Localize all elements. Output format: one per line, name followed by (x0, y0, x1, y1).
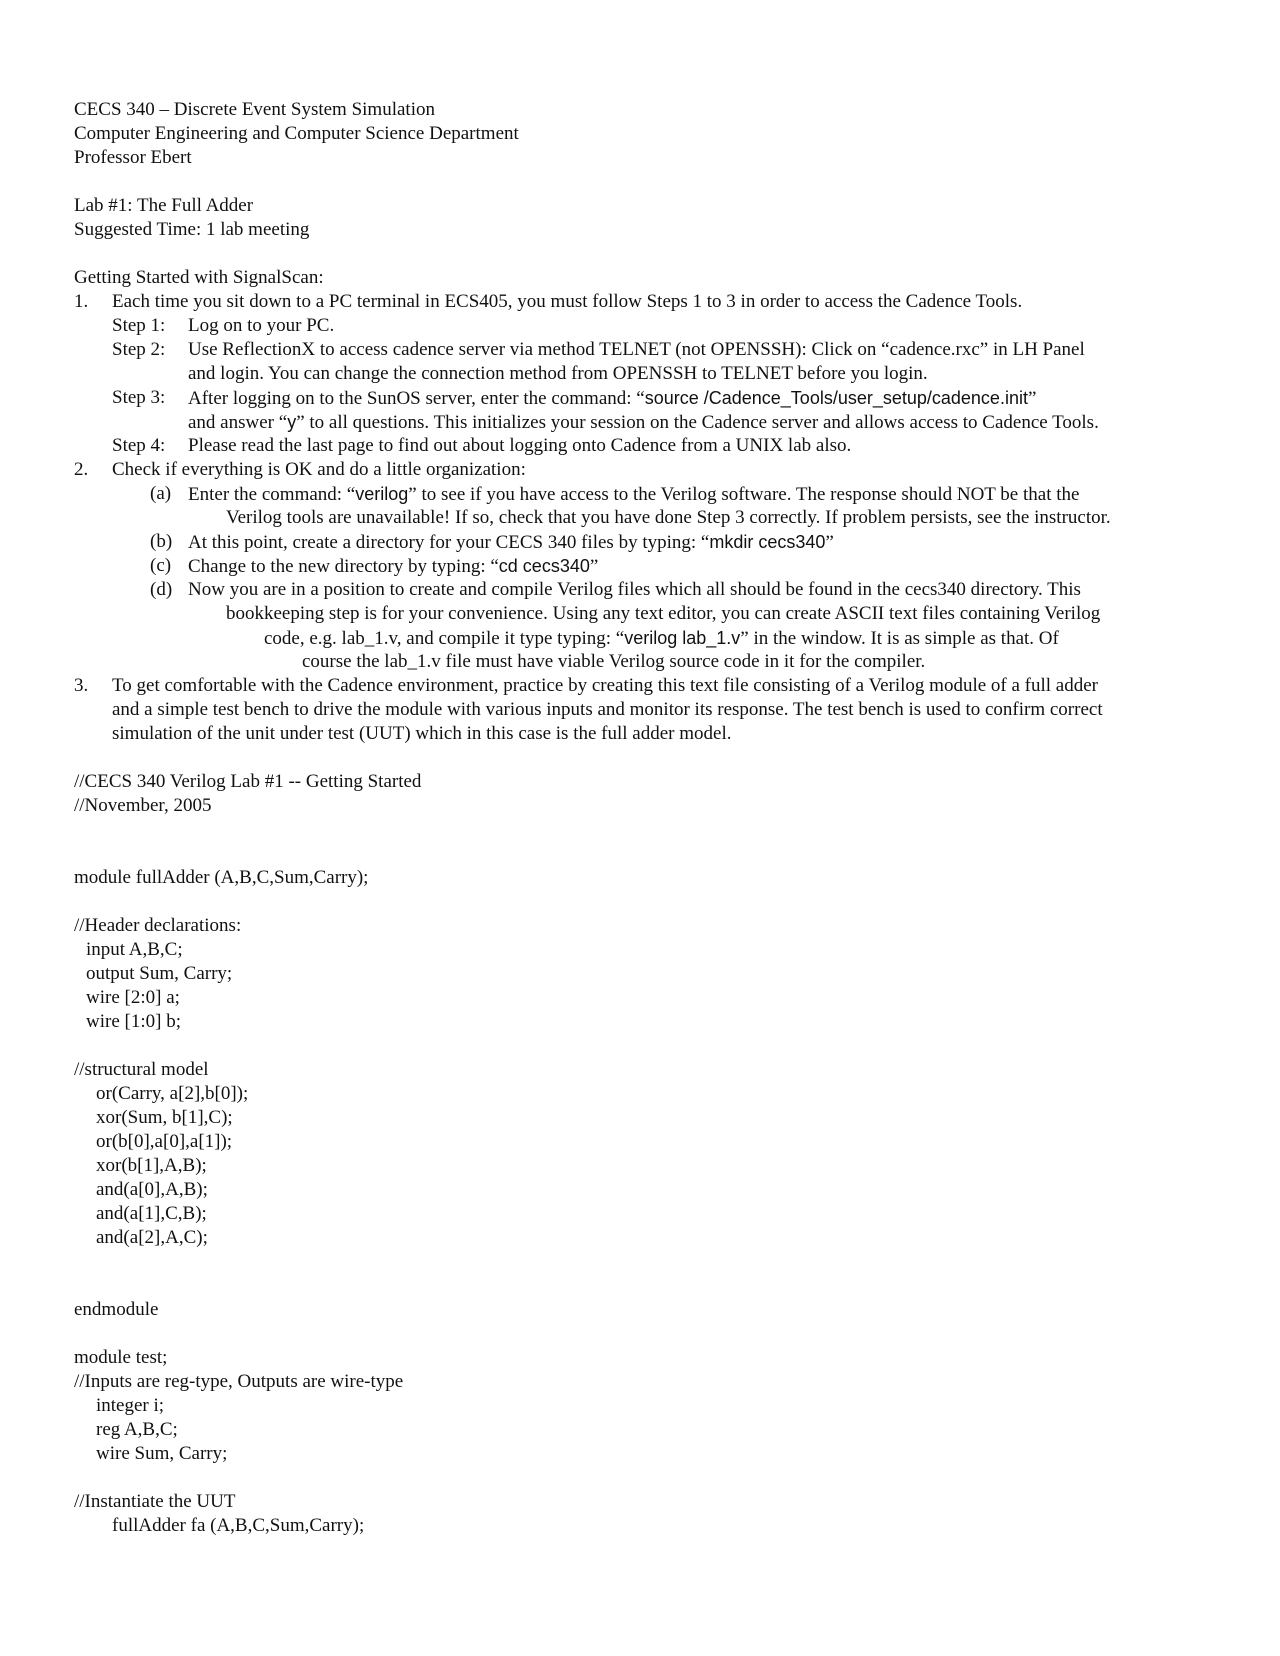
code-line: xor(Sum, b[1],C); (96, 1107, 233, 1128)
step-1-label: Step 1: (112, 315, 166, 336)
item-3-line-1: To get comfortable with the Cadence environment, practice by creating this text file consisting of a Verilog module of a full adder (112, 675, 1099, 696)
item-2a-text (188, 482, 1079, 507)
item-2c-label: (c) (150, 555, 172, 576)
code-line: and(a[0],A,B); (96, 1179, 208, 1200)
step-2-label: Step 2: (112, 339, 166, 360)
item-3-line-2: and a simple test bench to drive the module with various inputs and monitor its response. The test bench is used to confirm correct (112, 699, 1103, 720)
step-3-text-post: ” (1027, 388, 1037, 409)
step-3-label: Step 3: (112, 387, 166, 408)
code-uut-comment: //Instantiate the UUT (74, 1491, 236, 1512)
item-2a-continuation: Verilog tools are unavailable! If so, check that you have done Step 3 correctly. If problem persists, see the instructor. (226, 507, 1111, 528)
step-3-cont-post: ” to all questions. This initializes your session on the Cadence server and allows access to Cadence Tools. (296, 412, 1099, 433)
item-1-number: 1. (74, 291, 89, 312)
code-line: or(Carry, a[2],b[0]); (96, 1083, 249, 1104)
item-2-number: 2. (74, 459, 89, 480)
course-title: CECS 340 – Discrete Event System Simulation (74, 99, 435, 120)
item-2d-line-3 (264, 626, 1059, 651)
item-2c-text (188, 554, 598, 579)
item-2d-line-1: Now you are in a position to create and compile Verilog files which all should be found in the cecs340 directory. This (188, 579, 1081, 600)
item-2a-label: (a) (150, 483, 172, 504)
code-test-comment: //Inputs are reg-type, Outputs are wire-type (74, 1371, 404, 1392)
item-2c-command: cd cecs340 (498, 556, 590, 576)
item-2d-line-3-post: ” in the window. It is as simple as that. Of (740, 628, 1059, 649)
item-2b-command: mkdir cecs340 (709, 532, 826, 552)
item-2b-post: ” (825, 532, 834, 553)
code-line: output Sum, Carry; (86, 963, 233, 984)
professor: Professor Ebert (74, 147, 192, 168)
code-line: and(a[1],C,B); (96, 1203, 207, 1224)
item-2b-text (188, 530, 834, 555)
item-2d-line-4: course the lab_1.v file must have viable Verilog source code in it for the compiler. (302, 651, 926, 672)
code-comment-title: //CECS 340 Verilog Lab #1 -- Getting Started (74, 771, 422, 792)
step-3-command: source /Cadence_Tools/user_setup/cadence.init (644, 388, 1028, 408)
item-2a-pre: Enter the command: “ (188, 484, 356, 505)
getting-started-heading: Getting Started with SignalScan: (74, 267, 324, 288)
code-header-comment: //Header declarations: (74, 915, 242, 936)
code-line: wire [2:0] a; (86, 987, 180, 1008)
code-test-module: module test; (74, 1347, 168, 1368)
step-1-text: Log on to your PC. (188, 315, 335, 336)
code-comment-date: //November, 2005 (74, 795, 212, 816)
item-1-text: Each time you sit down to a PC terminal in ECS405, you must follow Steps 1 to 3 in order to access the Cadence Tools. (112, 291, 1023, 312)
code-line: or(b[0],a[0],a[1]); (96, 1131, 233, 1152)
code-line: wire Sum, Carry; (96, 1443, 228, 1464)
lab-title: Lab #1: The Full Adder (74, 195, 254, 216)
step-3-text-pre: After logging on to the SunOS server, enter the command: “ (188, 388, 645, 409)
code-line: reg A,B,C; (96, 1419, 178, 1440)
code-uut-line: fullAdder fa (A,B,C,Sum,Carry); (112, 1515, 365, 1536)
department: Computer Engineering and Computer Science Department (74, 123, 519, 144)
code-line: input A,B,C; (86, 939, 183, 960)
item-2c-pre: Change to the new directory by typing: “ (188, 556, 499, 577)
item-2d-command: verilog lab_1.v (624, 628, 741, 648)
item-2b-pre: At this point, create a directory for your CECS 340 files by typing: “ (188, 532, 710, 553)
item-2-text: Check if everything is OK and do a little organization: (112, 459, 526, 480)
item-3-number: 3. (74, 675, 89, 696)
item-2a-post: ” to see if you have access to the Verilog software. The response should NOT be that the (408, 484, 1080, 505)
code-module-decl: module fullAdder (A,B,C,Sum,Carry); (74, 867, 369, 888)
item-2c-post: ” (589, 556, 599, 577)
code-line: wire [1:0] b; (86, 1011, 181, 1032)
code-line: xor(b[1],A,B); (96, 1155, 207, 1176)
step-4-text: Please read the last page to find out about logging onto Cadence from a UNIX lab also. (188, 435, 852, 456)
suggested-time: Suggested Time: 1 lab meeting (74, 219, 310, 240)
item-3-line-3: simulation of the unit under test (UUT) which in this case is the full adder model. (112, 723, 732, 744)
step-3-cont-pre: and answer “ (188, 412, 288, 433)
step-2-text: Use ReflectionX to access cadence server via method TELNET (not OPENSSH): Click on “cadence.rxc” in LH Panel (188, 339, 1085, 360)
code-line: and(a[2],A,C); (96, 1227, 208, 1248)
step-3-continuation (188, 410, 1099, 435)
code-struct-comment: //structural model (74, 1059, 209, 1080)
step-4-label: Step 4: (112, 435, 166, 456)
item-2a-command: verilog (355, 484, 409, 504)
step-2-continuation: and login. You can change the connection method from OPENSSH to TELNET before you login. (188, 363, 928, 384)
item-2d-line-3-pre: code, e.g. lab_1.v, and compile it type typing: “ (264, 628, 625, 649)
code-endmodule: endmodule (74, 1299, 159, 1320)
item-2d-label: (d) (150, 579, 173, 600)
step-3-cont-command: y (287, 412, 297, 432)
code-line: integer i; (96, 1395, 165, 1416)
item-2d-line-2: bookkeeping step is for your convenience. Using any text editor, you can create ASCII text files containing Verilog (226, 603, 1101, 624)
item-2b-label: (b) (150, 531, 173, 552)
step-3-text (188, 386, 1036, 411)
